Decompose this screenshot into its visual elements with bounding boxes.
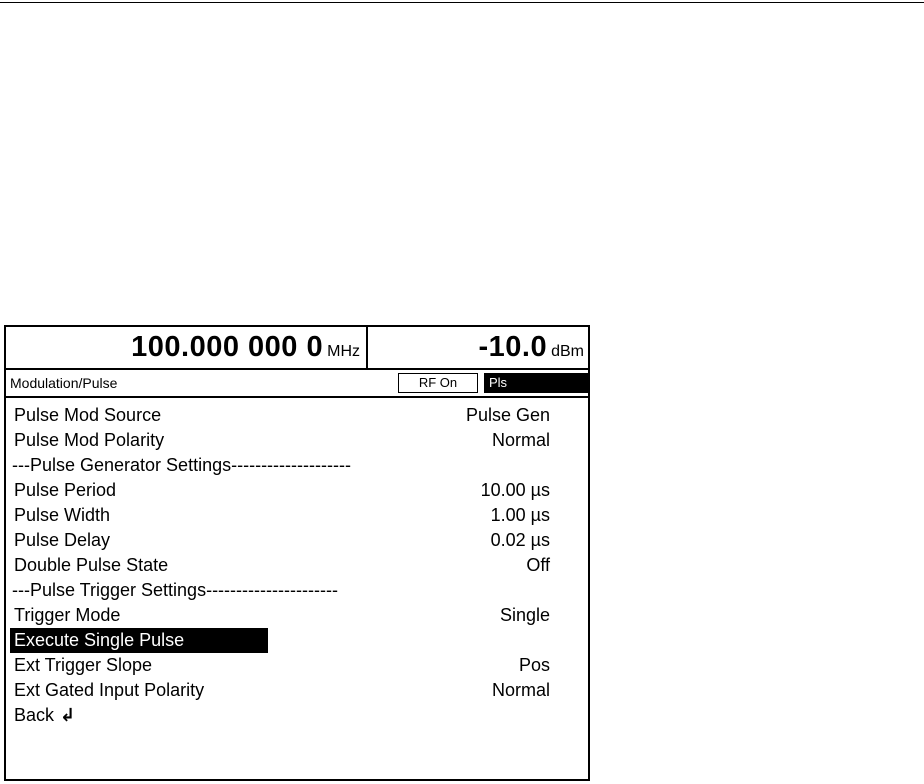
header-row (6, 327, 588, 370)
menu-item-pulse-mod-source[interactable] (6, 403, 588, 428)
menu-item-value: 0.02 µs (490, 530, 550, 550)
instrument-display (4, 325, 590, 781)
menu-item-ext-gated-input-polarity[interactable] (6, 678, 588, 703)
menu-item-label: Pulse Delay (14, 530, 111, 550)
menu-item-label: Double Pulse State (14, 555, 169, 575)
menu-item-pulse-mod-polarity[interactable] (6, 428, 588, 453)
modulation-indicator: Pls (484, 373, 588, 393)
menu-item-label: Execute Single Pulse (10, 628, 268, 653)
level-unit: dBm (551, 343, 584, 360)
menu-item-label: Ext Gated Input Polarity (14, 680, 205, 700)
menu-item-value: Normal (491, 430, 550, 450)
menu-item-pulse-width[interactable] (6, 503, 588, 528)
separator-text: ---Pulse Generator Settings-------------------- (12, 455, 351, 475)
top-rule (0, 2, 924, 3)
separator-text: ---Pulse Trigger Settings---------------------- (12, 580, 338, 600)
menu-item-value: Single (499, 605, 550, 625)
return-arrow-icon: ↲ (60, 705, 76, 725)
menu-item-value: Pos (518, 655, 550, 675)
menu-item-value: Pulse Gen (465, 405, 550, 425)
menu-item-pulse-period[interactable] (6, 478, 588, 503)
menu-item-trigger-mode[interactable] (6, 603, 588, 628)
menu-item-label: Back (14, 705, 55, 725)
menu-path: Modulation/Pulse (10, 375, 118, 391)
menu-item-value: Normal (491, 680, 550, 700)
menu-item-value: 1.00 µs (490, 505, 550, 525)
rf-state-badge: RF On (398, 373, 478, 393)
menu-item-label: Pulse Mod Source (14, 405, 162, 425)
frequency-display[interactable] (6, 327, 368, 368)
menu-item-value: Off (526, 555, 550, 575)
menu-item-label: Pulse Period (14, 480, 117, 500)
level-display[interactable] (368, 327, 588, 368)
menu-item-pulse-delay[interactable] (6, 528, 588, 553)
menu-item-execute-single-pulse[interactable] (6, 628, 588, 653)
back-label-wrapper (12, 703, 77, 728)
trigger-settings-separator (6, 578, 588, 603)
menu-item-value: 10.00 µs (480, 480, 550, 500)
menu-item-label: Pulse Width (14, 505, 111, 525)
menu-item-back[interactable] (6, 703, 588, 728)
menu-item-label: Trigger Mode (14, 605, 121, 625)
menu-item-label: Pulse Mod Polarity (14, 430, 165, 450)
menu-item-ext-trigger-slope[interactable] (6, 653, 588, 678)
menu-item-double-pulse-state[interactable] (6, 553, 588, 578)
frequency-unit: MHz (327, 343, 360, 360)
menu-item-label: Ext Trigger Slope (14, 655, 153, 675)
level-value: -10.0 (478, 331, 548, 363)
frequency-value: 100.000 000 0 (131, 331, 324, 363)
generator-settings-separator (6, 453, 588, 478)
status-row (6, 370, 588, 398)
menu-list (6, 403, 588, 728)
